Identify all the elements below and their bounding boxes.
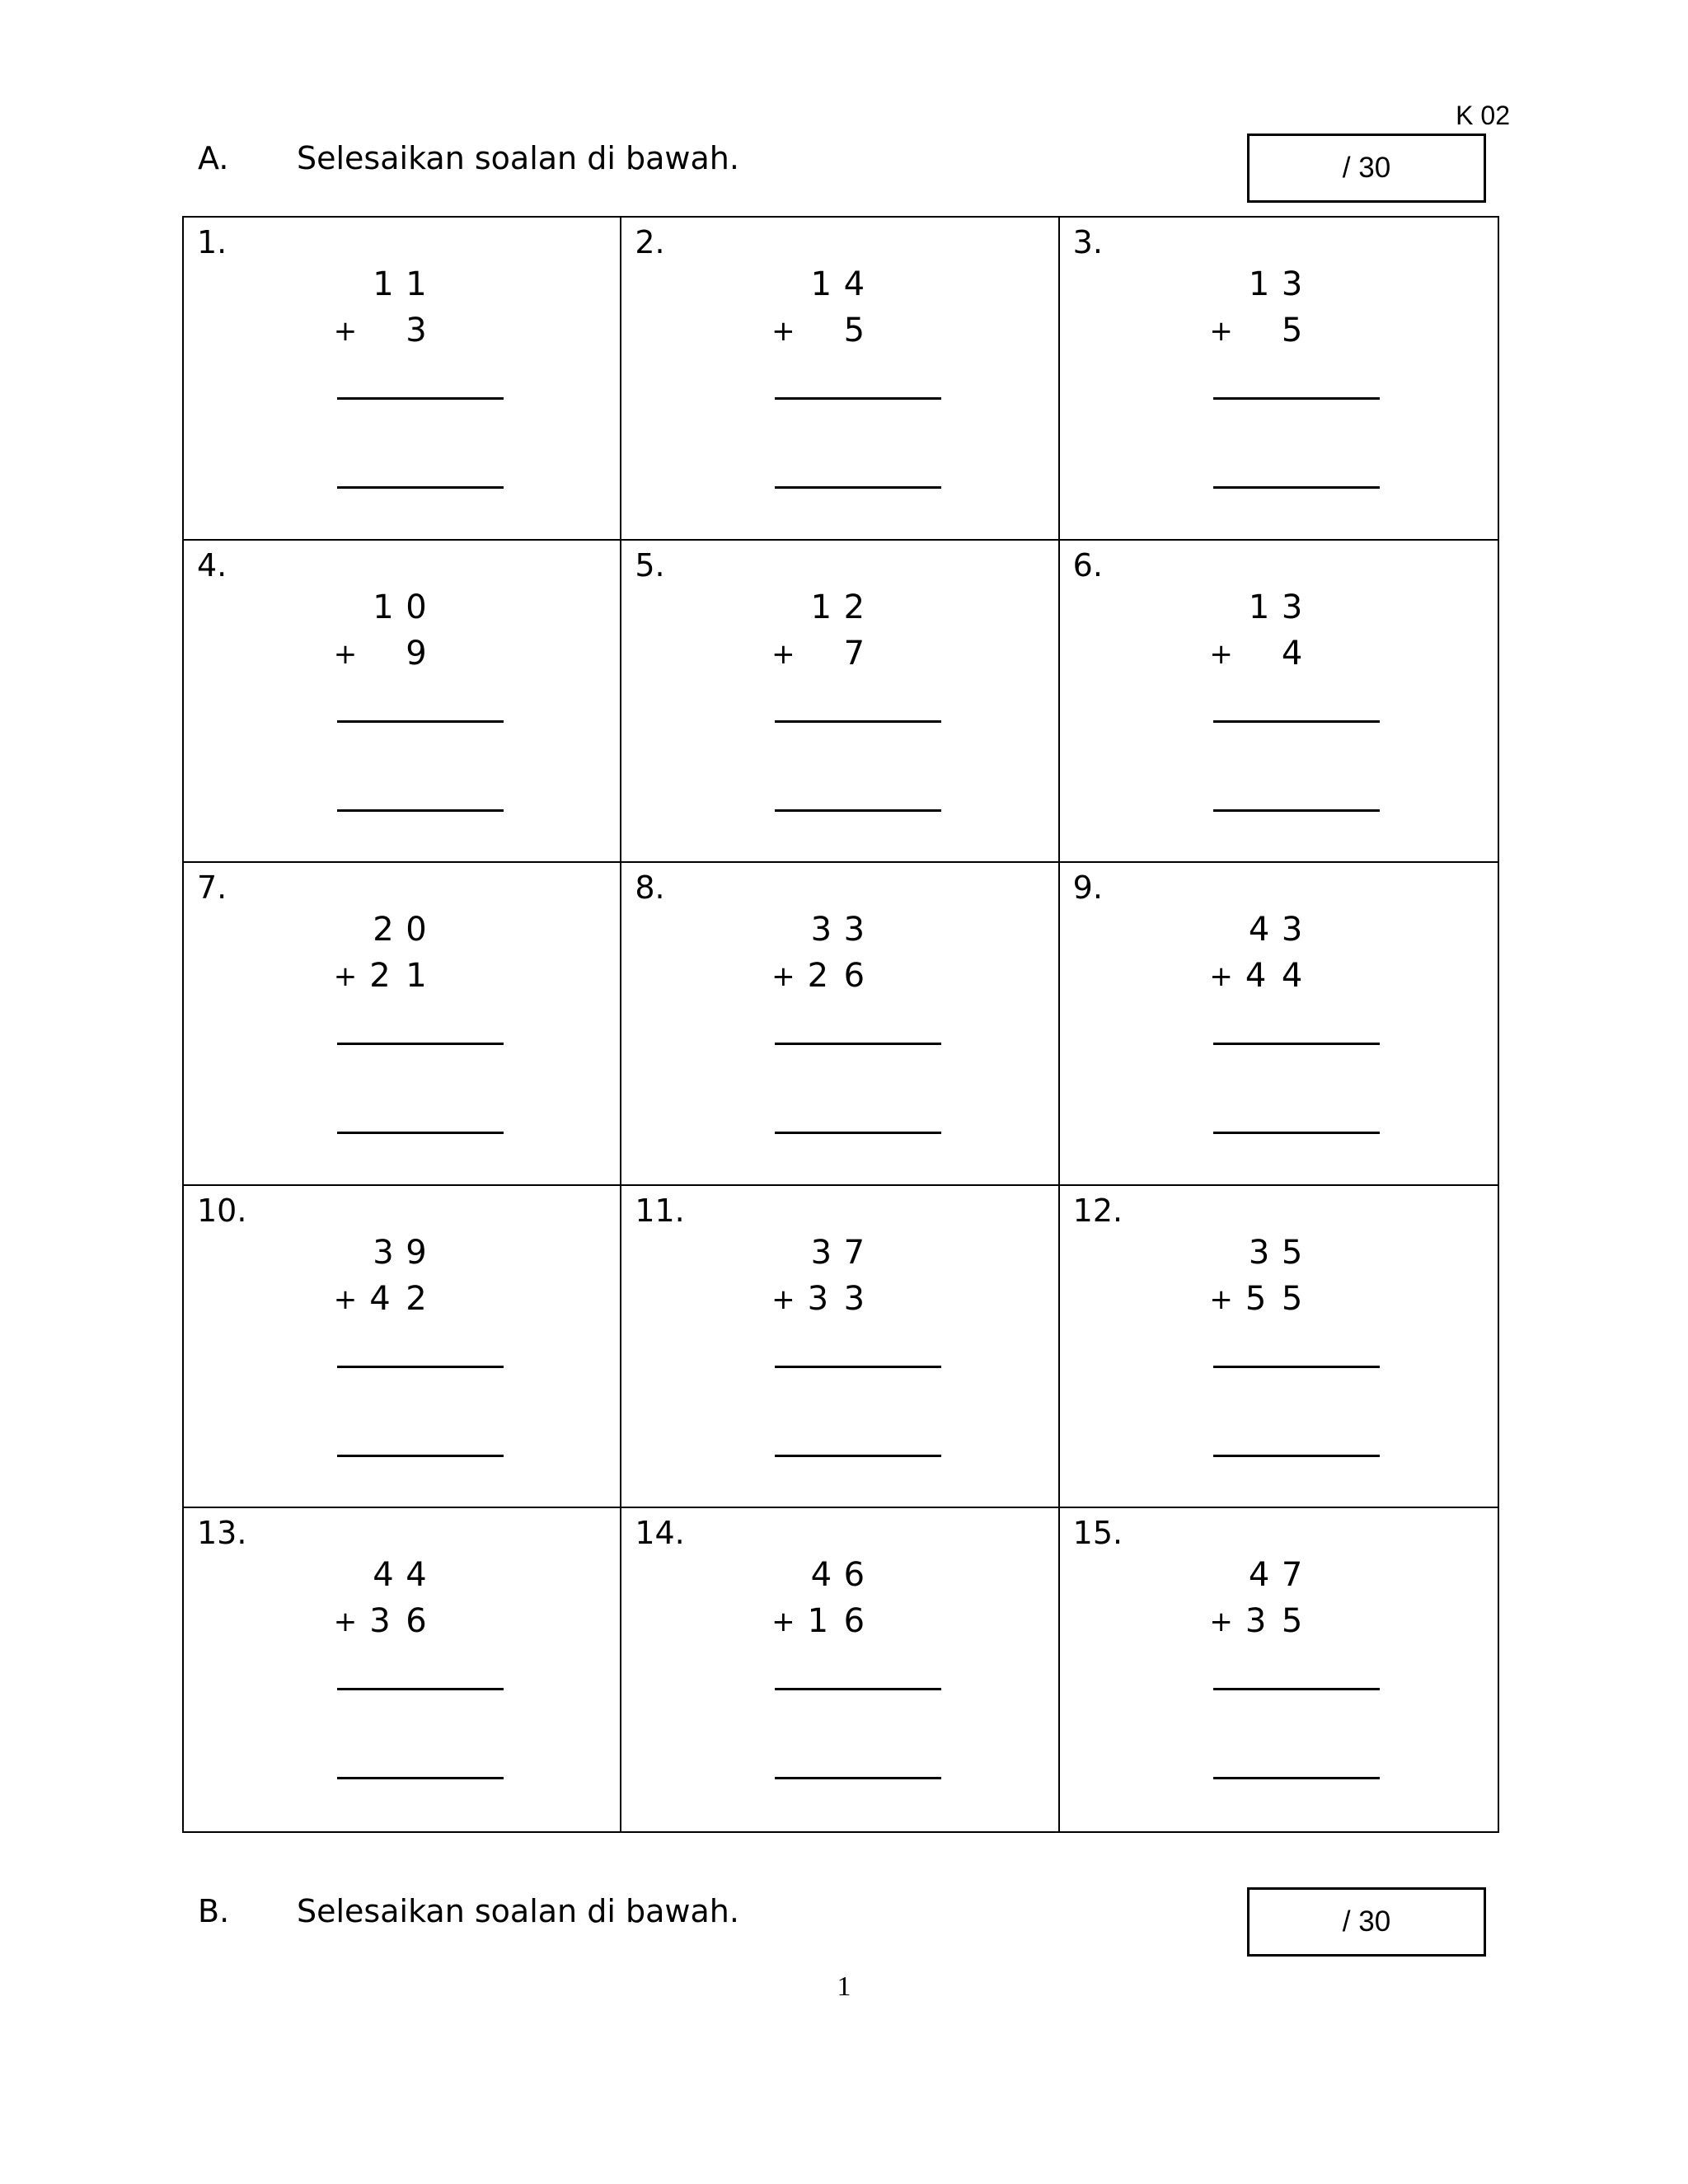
question-cell <box>621 1508 1059 1831</box>
sum-line <box>337 720 504 723</box>
question-number: 4. <box>197 546 227 583</box>
addend-top-ones: 7 <box>843 1233 865 1272</box>
addend-bottom-tens: 3 <box>1245 1602 1267 1641</box>
addend-bottom-tens: 2 <box>369 957 391 996</box>
question-number: 15. <box>1072 1515 1123 1552</box>
question-cell <box>184 1186 621 1509</box>
addend-bottom-tens: 3 <box>807 1279 829 1318</box>
plus-sign: + <box>1209 637 1233 671</box>
sum-line <box>775 1688 941 1690</box>
question-cell <box>621 218 1059 541</box>
question-cell <box>184 218 621 541</box>
plus-sign: + <box>771 960 795 994</box>
addend-top-tens: 3 <box>373 1233 394 1272</box>
question-cell <box>184 1508 621 1831</box>
question-cell <box>1060 863 1498 1186</box>
question-number: 8. <box>635 869 665 907</box>
question-number: 14. <box>635 1515 685 1552</box>
addend-bottom-tens: 5 <box>1245 1279 1267 1318</box>
sum-line <box>1213 1366 1380 1368</box>
addend-top-tens: 4 <box>1248 1556 1270 1595</box>
question-cell <box>184 541 621 864</box>
addend-top-tens: 1 <box>373 265 394 303</box>
addend-top-tens: 3 <box>810 1233 832 1272</box>
addend-top-ones: 3 <box>1281 588 1303 626</box>
sum-line <box>775 1043 941 1045</box>
question-cell <box>621 1186 1059 1509</box>
plus-sign: + <box>333 1282 358 1316</box>
sum-line <box>775 397 941 400</box>
plus-sign: + <box>1209 960 1233 994</box>
addend-top-tens: 3 <box>810 911 832 949</box>
addend-bottom-ones: 6 <box>406 1602 427 1641</box>
question-number: 1. <box>197 224 227 260</box>
addend-bottom-ones: 5 <box>1281 1602 1303 1641</box>
sum-line <box>1213 397 1380 400</box>
worksheet-code: K 02 <box>1456 101 1510 130</box>
answer-line[interactable] <box>775 809 941 812</box>
addend-top-tens: 4 <box>1248 911 1270 949</box>
plus-sign: + <box>771 1282 795 1316</box>
addend-top-ones: 6 <box>843 1556 865 1595</box>
section-b-score: / 30 <box>1342 1905 1391 1938</box>
addend-bottom-tens: 2 <box>807 957 829 996</box>
addend-top-tens: 1 <box>810 265 832 303</box>
addend-top-ones: 3 <box>843 911 865 949</box>
plus-sign: + <box>1209 1605 1233 1639</box>
sum-line <box>775 720 941 723</box>
addend-top-ones: 9 <box>406 1233 427 1272</box>
addend-top-tens: 1 <box>1248 265 1270 303</box>
question-number: 7. <box>197 869 227 907</box>
answer-line[interactable] <box>337 1777 504 1779</box>
question-cell <box>621 541 1059 864</box>
sum-line <box>1213 1688 1380 1690</box>
addend-top-tens: 1 <box>1248 588 1270 626</box>
addend-bottom-tens: 1 <box>807 1602 829 1641</box>
plus-sign: + <box>1209 1282 1233 1316</box>
addend-bottom-ones: 5 <box>843 312 865 349</box>
addend-bottom-ones: 1 <box>406 957 427 996</box>
addend-top-tens: 4 <box>373 1556 394 1595</box>
question-number: 5. <box>635 546 665 583</box>
question-number: 13. <box>197 1515 247 1552</box>
addend-top-ones: 7 <box>1281 1556 1303 1595</box>
sum-line <box>1213 1043 1380 1045</box>
answer-line[interactable] <box>1213 486 1380 489</box>
answer-line[interactable] <box>775 1777 941 1779</box>
page-number: 1 <box>837 1971 851 2002</box>
question-number: 10. <box>197 1192 247 1229</box>
addend-bottom-tens: 4 <box>369 1279 391 1318</box>
answer-line[interactable] <box>337 1455 504 1457</box>
question-cell <box>184 863 621 1186</box>
plus-sign: + <box>771 315 795 348</box>
answer-line[interactable] <box>1213 1455 1380 1457</box>
answer-line[interactable] <box>337 809 504 812</box>
answer-line[interactable] <box>1213 1777 1380 1779</box>
addend-bottom-ones: 2 <box>406 1279 427 1318</box>
question-number: 12. <box>1072 1192 1123 1229</box>
sum-line <box>337 1043 504 1045</box>
question-number: 9. <box>1072 869 1103 907</box>
question-cell <box>1060 1508 1498 1831</box>
addend-top-ones: 0 <box>406 911 427 949</box>
addend-bottom-ones: 3 <box>406 312 427 349</box>
question-grid <box>182 216 1499 1833</box>
answer-line[interactable] <box>1213 809 1380 812</box>
section-b-instruction: Selesaikan soalan di bawah. <box>297 1893 739 1929</box>
addend-top-ones: 4 <box>843 265 865 303</box>
plus-sign: + <box>333 315 358 348</box>
addend-top-ones: 2 <box>843 588 865 626</box>
addend-bottom-tens: 4 <box>1245 957 1267 996</box>
question-cell <box>1060 218 1498 541</box>
question-cell <box>1060 541 1498 864</box>
addend-top-ones: 5 <box>1281 1233 1303 1272</box>
answer-line[interactable] <box>337 1132 504 1134</box>
addend-bottom-ones: 5 <box>1281 312 1303 349</box>
question-cell <box>621 863 1059 1186</box>
question-number: 3. <box>1072 224 1103 260</box>
question-cell <box>1060 1186 1498 1509</box>
sum-line <box>775 1366 941 1368</box>
sum-line <box>1213 720 1380 723</box>
answer-line[interactable] <box>337 486 504 489</box>
sum-line <box>337 1366 504 1368</box>
question-number: 2. <box>635 224 665 260</box>
answer-line[interactable] <box>1213 1132 1380 1134</box>
addend-top-tens: 4 <box>810 1556 832 1595</box>
addend-top-ones: 0 <box>406 588 427 626</box>
plus-sign: + <box>771 1605 795 1639</box>
addend-bottom-ones: 5 <box>1281 1279 1303 1318</box>
plus-sign: + <box>771 637 795 671</box>
addend-top-ones: 3 <box>1281 265 1303 303</box>
addend-bottom-ones: 4 <box>1281 634 1303 673</box>
section-a-score: / 30 <box>1342 152 1391 184</box>
section-b-letter: B. <box>198 1893 230 1929</box>
addend-bottom-ones: 9 <box>406 634 427 673</box>
plus-sign: + <box>333 637 358 671</box>
addend-bottom-ones: 7 <box>843 634 865 673</box>
section-b-score-box[interactable] <box>1247 1887 1486 1957</box>
addend-bottom-ones: 6 <box>843 957 865 996</box>
plus-sign: + <box>333 1605 358 1639</box>
sum-line <box>337 397 504 400</box>
addend-bottom-ones: 3 <box>843 1279 865 1318</box>
answer-line[interactable] <box>775 1132 941 1134</box>
addend-top-tens: 2 <box>373 911 394 949</box>
plus-sign: + <box>333 960 358 994</box>
addend-top-ones: 1 <box>406 265 427 303</box>
addend-top-ones: 4 <box>406 1556 427 1595</box>
addend-bottom-ones: 6 <box>843 1602 865 1641</box>
plus-sign: + <box>1209 315 1233 348</box>
sum-line <box>337 1688 504 1690</box>
answer-line[interactable] <box>775 1455 941 1457</box>
addend-top-tens: 1 <box>373 588 394 626</box>
addend-bottom-tens: 3 <box>369 1602 391 1641</box>
section-a-instruction: Selesaikan soalan di bawah. <box>297 140 739 176</box>
addend-top-tens: 3 <box>1248 1233 1270 1272</box>
addend-top-ones: 3 <box>1281 911 1303 949</box>
answer-line[interactable] <box>775 486 941 489</box>
addend-bottom-ones: 4 <box>1281 957 1303 996</box>
addend-top-tens: 1 <box>810 588 832 626</box>
question-number: 11. <box>635 1192 685 1229</box>
section-a-letter: A. <box>198 140 229 176</box>
section-a-score-box[interactable] <box>1247 134 1486 203</box>
question-number: 6. <box>1072 546 1103 583</box>
